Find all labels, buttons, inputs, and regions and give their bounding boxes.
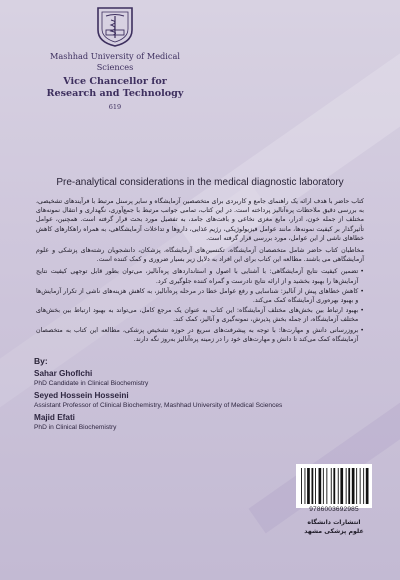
barcode-bar bbox=[366, 468, 369, 504]
publisher-name bbox=[296, 518, 372, 536]
isbn-number: 9786003692985 bbox=[309, 506, 359, 513]
bullet-icon: • bbox=[360, 307, 364, 315]
barcode-bar bbox=[356, 468, 357, 504]
list-item-text: بهبود ارتباط بین بخش‌های مختلف آزمایشگاه: این کتاب به عنوان یک مرجع کامل، می‌تواند به بهبود ارتباط بین بخش‌های مختلف آزمایشگاه، از جمله بخش پذیرش، نمونه‌گیری و آنالیز، کمک کند. bbox=[36, 307, 359, 324]
barcode-bar bbox=[363, 468, 364, 504]
list-item-text: کاهش خطاهای پیش از آنالیز: شناسایی و رفع عوامل خطا در مرحله پره‌آنالیز، به کاهش هزینه‌های ناشی از تکرار آزمایش‌ها و بهبود بهره‌وری آزمایشگاه کمک می‌کند. bbox=[36, 287, 359, 305]
barcode-bar bbox=[307, 468, 310, 504]
barcode-bar bbox=[326, 468, 327, 504]
barcode-bar bbox=[340, 468, 343, 504]
vice-chancellor-title: Vice Chancellor for Research and Technology bbox=[46, 76, 184, 99]
barcode-bar bbox=[319, 468, 322, 504]
book-description bbox=[36, 197, 364, 345]
list-item bbox=[36, 267, 364, 285]
list-item-text: تضمین کیفیت نتایج آزمایشگاهی: با آشنایی با اصول و استانداردهای پره‌آنالیز، می‌توان بطور قابل توجهی کیفیت نتایج آزمایش‌ها را بهبود بخشید و از ارائه نتایج نادرست و گمراه کننده جلوگیری کرد. bbox=[36, 268, 359, 285]
author-role: PhD in Clinical Biochemistry bbox=[34, 424, 117, 431]
list-item bbox=[36, 326, 364, 344]
description-paragraph: مخاطبان کتاب حاضر شامل متخصصان آزمایشگاه، تکنسین‌های آزمایشگاه، پزشکان، دانشجویان رشته‌های پزشکی و علوم آزمایشگاهی می باشند. مطالعه این کتاب برای این افراد به دلایل زیر بسیار ضروری و کمک کننده است. bbox=[36, 247, 364, 264]
bullet-icon: • bbox=[360, 287, 364, 295]
author-name: Seyed Hossein Hosseini bbox=[34, 391, 129, 400]
barcode-bar bbox=[352, 468, 355, 504]
barcode-bar bbox=[360, 468, 361, 504]
author-name: Sahar Ghoflchi bbox=[34, 369, 93, 378]
publisher-header bbox=[40, 4, 190, 111]
author-role: Assistant Professor of Clinical Biochemistry, Mashhad University of Medical Sciences bbox=[34, 402, 283, 409]
barcode-bar bbox=[301, 468, 302, 504]
description-paragraph: کتاب حاضر با هدف ارائه یک راهنمای جامع و کاربردی برای متخصصین آزمایشگاه و سایر پرسنل مرتبط با فرآیندهای تشخیصی، به بررسی دقیق ملاحظات پره‌آنالیز پرداخته است. در این کتاب، تمامی جوانب مرتبط با جمع‌آوری، نگهداری و انتقال نمونه‌های مختلف از جمله خون، ادرار، مایع مغزی نخاعی و بافت‌های جامد، به تفصیل مورد بحث قرار گرفته است. همچنین، عوامل تأثیرگذار بر کیفیت نمونه‌ها، مانند عوامل فیزیولوژیکی، رژیم غذایی، داروها و تداخلات آزمایشگاهی، به همراه راهکارهای کاهش خطاهای ناشی از این عوامل، مورد بررسی قرار گرفته است. bbox=[36, 198, 364, 242]
author-name: Majid Efati bbox=[34, 413, 75, 422]
barcode-bar bbox=[305, 468, 306, 504]
barcode-bar bbox=[331, 468, 332, 504]
bullet-icon: • bbox=[360, 268, 364, 276]
list-item bbox=[36, 287, 364, 305]
list-item-text: بروزرسانی دانش و مهارت‌ها: با توجه به پیشرفت‌های سریع در حوزه تشخیص پزشکی، مطالعه این کتاب به متخصصان آزمایشگاه کمک می‌کند تا دانش و مهارت‌های خود را در زمینه پره‌آنالیز به‌روز نگه دارند. bbox=[36, 326, 359, 343]
authors-section bbox=[34, 356, 334, 434]
bullet-icon: • bbox=[360, 326, 364, 334]
book-title: Pre-analytical considerations in the medical diagnostic laboratory bbox=[56, 177, 344, 188]
barcode-bar bbox=[348, 468, 350, 504]
barcode bbox=[296, 464, 372, 508]
barcode-bar bbox=[315, 468, 316, 504]
university-name: Mashhad University of Medical Sciences bbox=[50, 51, 180, 72]
by-label: By: bbox=[34, 356, 48, 366]
barcode-bar bbox=[312, 468, 314, 504]
barcode-bar bbox=[333, 468, 335, 504]
barcode-bar bbox=[346, 468, 347, 504]
barcode-bar bbox=[323, 468, 324, 504]
publisher-line: علوم پزشکی مشهد bbox=[304, 528, 364, 535]
barcode-bar bbox=[338, 468, 339, 504]
list-item bbox=[36, 306, 364, 324]
publication-number: 619 bbox=[108, 103, 122, 111]
publisher-line: انتشارات دانشگاه bbox=[307, 519, 361, 526]
barcode-icon bbox=[296, 464, 372, 508]
university-emblem-icon bbox=[94, 4, 136, 48]
author-role: PhD Candidate in Clinical Biochemistry bbox=[34, 380, 149, 387]
